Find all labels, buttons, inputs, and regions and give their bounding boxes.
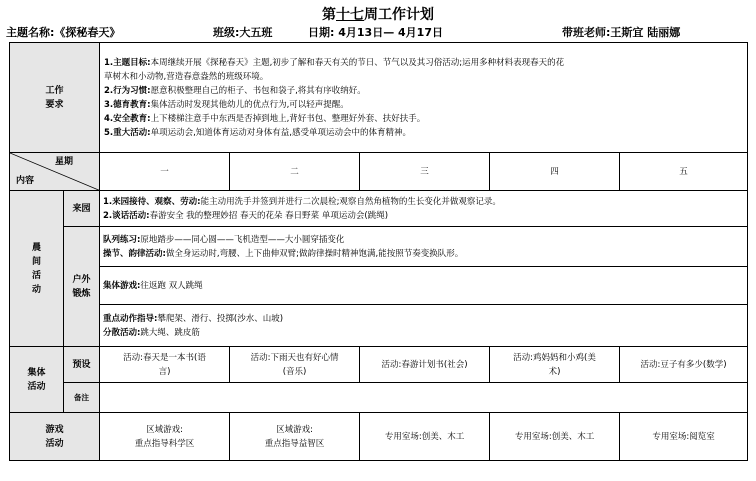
preset-activity-monday: 活动:春天是一本书(语 言) — [100, 347, 230, 383]
game-thursday: 专用室场:创美、木工 — [490, 413, 620, 461]
date-range: 日期: 4月13日— 4月17日 — [308, 26, 443, 39]
work-requirements-content — [100, 43, 748, 153]
preset-activities-row — [10, 347, 748, 383]
teachers: 带班老师:王斯宜 陆丽娜 — [562, 26, 681, 39]
game-wednesday: 专用室场:创美、木工 — [360, 413, 490, 461]
title-prefix: 第 — [322, 7, 336, 23]
work-line: 草树木和小动物,营造春意盎然的班级环境。 — [104, 71, 269, 82]
arrival-content: 1.来园接待、观察、劳动:能主动用洗手并签到并进行二次晨检;观察自然角植物的生长变化并做观察记录。 2.谈话活动:春游安全 我的整理妙招 春天的花朵 春日野菜 单项运动会(跳绳) — [100, 191, 748, 227]
day-friday: 五 — [620, 153, 748, 191]
key-action-content: 重点动作指导:攀爬架、滑行、投掷(沙水、山坡) 分散活动:跳大绳、跳皮筋 — [100, 305, 748, 347]
work-requirements-label: 工作 要求 — [10, 43, 100, 153]
day-wednesday: 三 — [360, 153, 490, 191]
game-tuesday: 区域游戏: 重点指导益智区 — [230, 413, 360, 461]
arrival-label: 来园 — [64, 191, 100, 227]
day-monday: 一 — [100, 153, 230, 191]
day-tuesday: 二 — [230, 153, 360, 191]
outdoor-drill-content: 队列练习:原地踏步——同心圆——飞机造型——大小圆穿插变化 操节、韵律活动:做全身运动时,弯腰、上下曲伸双臂;做韵律操时精神饱满,能按照节奏变换队形。 — [100, 227, 748, 267]
morning-activities-label: 晨 间 活 动 — [10, 191, 64, 347]
work-line: 3.德育教育:集体活动时发现其他幼儿的优点行为,可以轻声提醒。 — [104, 99, 349, 110]
weekly-plan-table — [9, 42, 748, 461]
title-suffix: 周工作计划 — [364, 7, 434, 23]
game-monday: 区域游戏: 重点指导科学区 — [100, 413, 230, 461]
preset-label: 预设 — [64, 347, 100, 383]
preset-activity-tuesday: 活动:下雨天也有好心情 (音乐) — [230, 347, 360, 383]
notes-label: 备注 — [64, 383, 100, 413]
group-game-content: 集体游戏:往返跑 双人跳绳 — [100, 267, 748, 305]
preset-activity-friday: 活动:豆子有多少(数学) — [620, 347, 748, 383]
diagonal-corner-cell — [10, 153, 100, 191]
work-line: 4.安全教育:上下楼梯注意手中东西是否掉到地上,背好书包、整理好外套、扶好扶手。 — [104, 113, 426, 124]
work-line: 1.主题目标:本周继续开展《探秘春天》主题,初步了解和春天有关的节日、节气以及其习俗活动;运用多种材料表现春天的花 — [104, 57, 565, 68]
work-requirements-row — [10, 43, 748, 153]
game-friday: 专用室场:阅览室 — [620, 413, 748, 461]
header-row — [0, 24, 756, 40]
notes-row — [10, 383, 748, 413]
corner-weekday-label: 星期 — [55, 157, 74, 167]
group-activities-label: 集体 活动 — [10, 347, 64, 413]
group-game-row — [10, 267, 748, 305]
notes-content — [100, 383, 748, 413]
class-name: 班级:大五班 — [213, 26, 273, 39]
work-line: 2.行为习惯:愿意积极整理自己的柜子、书包和袋子,将其有序收纳好。 — [104, 85, 366, 96]
arrival-row — [10, 191, 748, 227]
theme-name: 主题名称:《探秘春天》 — [6, 26, 121, 39]
outdoor-drill-row — [10, 227, 748, 267]
corner-content-label: 内容 — [16, 176, 35, 186]
games-label: 游戏 活动 — [10, 413, 100, 461]
games-row — [10, 413, 748, 461]
days-header-row — [10, 153, 748, 191]
preset-activity-wednesday: 活动:春游计划书(社会) — [360, 347, 490, 383]
work-line: 5.重大活动:单项运动会,知道体育运动对身体有益,感受单项运动会中的体育精神。 — [104, 127, 411, 138]
outdoor-exercise-label: 户外 锻炼 — [64, 227, 100, 347]
page-title — [0, 4, 756, 24]
preset-activity-thursday: 活动:鸡妈妈和小鸡(美 术) — [490, 347, 620, 383]
key-action-row — [10, 305, 748, 347]
day-thursday: 四 — [490, 153, 620, 191]
title-week-number: 十七 — [336, 7, 364, 23]
